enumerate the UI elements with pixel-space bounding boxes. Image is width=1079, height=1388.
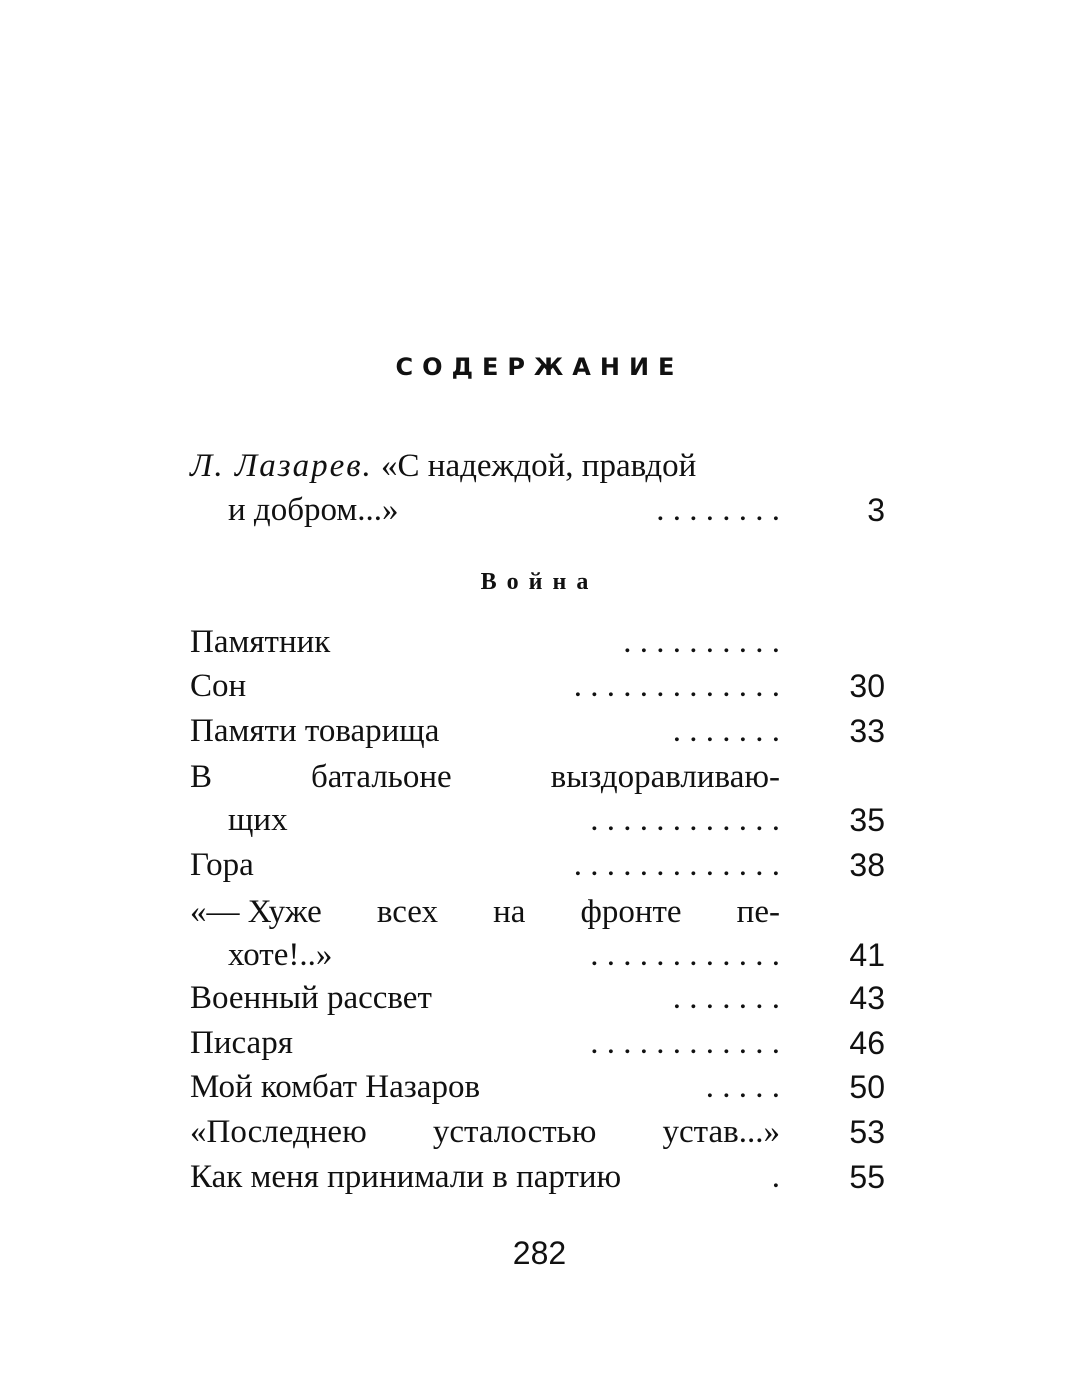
- toc-entry: [190, 843, 780, 887]
- intro-title-line2: и добром...»: [228, 492, 399, 528]
- dot-leader: . . . . . . . . . .: [623, 624, 780, 660]
- entry-page-number: 43: [849, 980, 885, 1016]
- entry-title-continuation: хоте!..»: [228, 937, 333, 973]
- dot-leader: .: [771, 1159, 780, 1195]
- toc-entry-line2: [228, 798, 780, 842]
- entry-title-word: В: [190, 759, 213, 795]
- entry-title-word: на: [493, 894, 526, 930]
- entry-page-number: 53: [849, 1114, 885, 1150]
- entry-title-word: батальоне: [311, 759, 452, 795]
- toc-entry: [190, 1155, 780, 1199]
- dot-leader: . . . . . . . .: [656, 492, 780, 528]
- entry-title-word: фронте: [580, 894, 682, 930]
- dot-leader: . . . . . . . . . . . .: [590, 937, 780, 973]
- toc-entry-line2: [228, 933, 780, 977]
- dot-leader: . . . . .: [705, 1069, 780, 1105]
- entry-title: Военный рассвет: [190, 980, 432, 1016]
- entry-title: Гора: [190, 847, 254, 883]
- entry-title-word: выздоравливаю-: [550, 759, 780, 795]
- entry-page-number: 35: [849, 802, 885, 838]
- entry-title-word: «Последнею: [190, 1114, 367, 1150]
- entry-title-continuation: щих: [228, 802, 288, 838]
- toc-entry-intro-line2: [228, 488, 780, 532]
- entry-page-number: 41: [849, 937, 885, 973]
- entry-title-word: «— Хуже: [190, 894, 322, 930]
- toc-entry: [190, 1110, 780, 1154]
- dot-leader: . . . . . . . . . . . . .: [573, 668, 780, 704]
- entry-title: Как меня принимали в партию: [190, 1159, 622, 1195]
- entry-page-number: 55: [849, 1159, 885, 1195]
- entry-title-word: всех: [376, 894, 438, 930]
- dot-leader: . . . . . . .: [672, 713, 780, 749]
- contents-heading: СОДЕРЖАНИЕ: [395, 353, 684, 381]
- toc-entry: [190, 1021, 780, 1065]
- entry-title-word: усталостью: [432, 1114, 597, 1150]
- toc-entry-intro-line1: [190, 444, 780, 488]
- intro-page-number: 3: [867, 492, 885, 528]
- toc-entry-line1: [190, 755, 780, 799]
- entry-title: Писаря: [190, 1025, 293, 1061]
- intro-author: Л. Лазарев.: [190, 448, 373, 484]
- dot-leader: . . . . . . .: [672, 980, 780, 1016]
- entry-title: Сон: [190, 668, 247, 704]
- entry-title: Памятник: [190, 624, 331, 660]
- entry-page-number: 50: [849, 1069, 885, 1105]
- dot-leader: . . . . . . . . . . . .: [590, 1025, 780, 1061]
- toc-entry: [190, 620, 780, 664]
- dot-leader: . . . . . . . . . . . . .: [573, 847, 780, 883]
- section-title: Война: [480, 569, 599, 595]
- toc-entry: [190, 1065, 780, 1109]
- entry-page-number: 38: [849, 847, 885, 883]
- page-folio: 282: [512, 1235, 567, 1271]
- entry-title-word: пе-: [736, 894, 780, 930]
- entry-page-number: 46: [849, 1025, 885, 1061]
- entry-title: Памяти товарища: [190, 713, 440, 749]
- entry-title-word: устав...»: [662, 1114, 780, 1150]
- entry-page-number: 30: [849, 668, 885, 704]
- toc-entry-line1: [190, 890, 780, 934]
- dot-leader: . . . . . . . . . . . .: [590, 802, 780, 838]
- entry-page-number: 33: [849, 713, 885, 749]
- intro-title-line1: «С надеждой, правдой: [381, 448, 697, 484]
- toc-entry: [190, 976, 780, 1020]
- toc-entry: [190, 709, 780, 753]
- entry-title: Мой комбат Назаров: [190, 1069, 481, 1105]
- toc-entry: [190, 664, 780, 708]
